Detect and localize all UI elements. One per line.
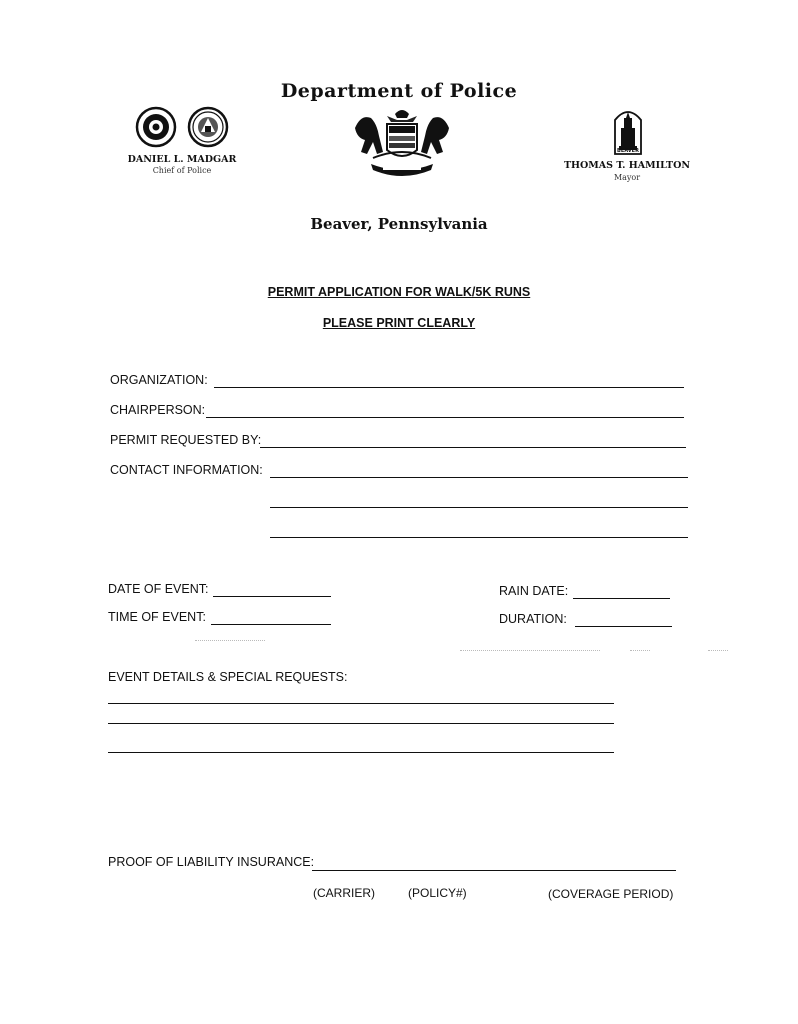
- date-of-event-label: DATE OF EVENT:: [108, 582, 209, 596]
- chairperson-field[interactable]: [206, 417, 684, 418]
- scan-artifact: [630, 650, 650, 651]
- chief-name: DANIEL L. MADGAR: [127, 154, 237, 165]
- event-details-label: EVENT DETAILS & SPECIAL REQUESTS:: [108, 670, 348, 684]
- time-of-event-field[interactable]: [211, 624, 331, 625]
- time-of-event-label: TIME OF EVENT:: [108, 610, 206, 624]
- proof-of-liability-field[interactable]: [312, 870, 676, 871]
- permit-requested-by-label: PERMIT REQUESTED BY:: [110, 433, 262, 447]
- date-of-event-field[interactable]: [213, 596, 331, 597]
- duration-field[interactable]: [575, 626, 672, 627]
- mayor-name: THOMAS T. HAMILTON: [563, 160, 691, 171]
- event-details-field-3[interactable]: [108, 752, 614, 753]
- contact-information-label: CONTACT INFORMATION:: [110, 463, 263, 477]
- duration-label: DURATION:: [499, 612, 567, 626]
- event-details-field-2[interactable]: [108, 723, 614, 724]
- organization-label: ORGANIZATION:: [110, 373, 208, 387]
- borough-seal-icon: [187, 106, 229, 148]
- proof-of-liability-label: PROOF OF LIABILITY INSURANCE:: [108, 855, 315, 869]
- mayor-title: Mayor: [613, 173, 641, 182]
- scan-artifact: [195, 640, 265, 641]
- permit-requested-by-field[interactable]: [260, 447, 686, 448]
- form-title: PERMIT APPLICATION FOR WALK/5K RUNS: [267, 285, 531, 299]
- contact-information-field-3[interactable]: [270, 537, 688, 538]
- contact-information-field-1[interactable]: [270, 477, 688, 478]
- chairperson-label: CHAIRPERSON:: [110, 403, 206, 417]
- rain-date-field[interactable]: [573, 598, 670, 599]
- contact-information-field-2[interactable]: [270, 507, 688, 508]
- department-title: Department of Police: [280, 80, 518, 102]
- chief-title: Chief of Police: [152, 166, 212, 175]
- coverage-period-sublabel: (COVERAGE PERIOD): [548, 887, 674, 901]
- form-subtitle: PLEASE PRINT CLEARLY: [322, 316, 476, 330]
- scan-artifact: [708, 650, 728, 651]
- event-details-field-1[interactable]: [108, 703, 614, 704]
- rain-date-label: RAIN DATE:: [499, 584, 569, 598]
- city-title: Beaver, Pennsylvania: [310, 215, 488, 233]
- scan-artifact: [460, 650, 600, 651]
- carrier-sublabel: (CARRIER): [313, 886, 375, 900]
- policy-sublabel: (POLICY#): [408, 886, 467, 900]
- police-badge-seal-icon: [135, 106, 177, 148]
- organization-field[interactable]: [214, 387, 684, 388]
- mayor-emblem-caption: BEAVER: [617, 148, 639, 154]
- pennsylvania-coat-of-arms-icon: [343, 106, 461, 182]
